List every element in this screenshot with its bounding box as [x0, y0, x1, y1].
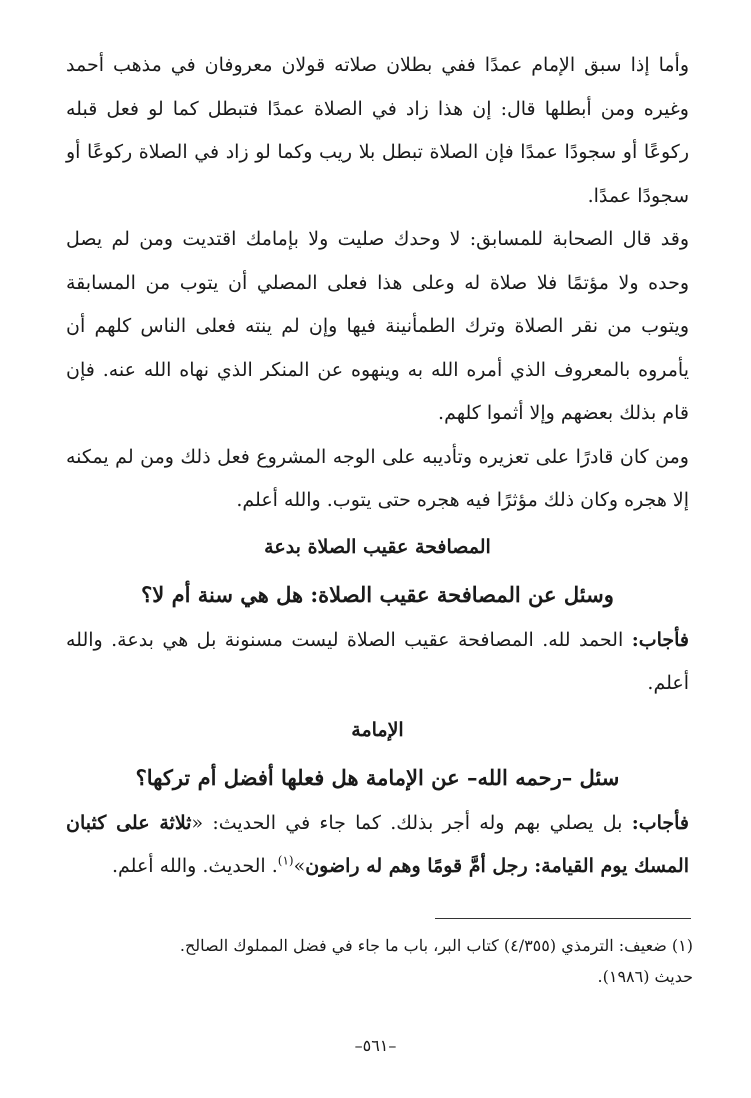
footnote-line-2: حديث (١٩٨٦).: [597, 967, 693, 986]
answer-imamate: [66, 802, 689, 889]
answer-label: فأجاب:: [631, 811, 690, 834]
page-number: –٥٦١–: [354, 1036, 397, 1055]
footnote-line-1: (١) ضعيف: الترمذي (٤/٣٥٥) كتاب البر، باب ما جاء في فضل المملوك الصالح.: [179, 936, 693, 955]
paragraph-2: وقد قال الصحابة للمسابق: لا وحدك صليت ولا بإمامك اقتديت ومن لم يصل وحده ولا مؤتمًا فلا صلاة له وعلى هذا فعلى المصلي أن يتوب من المسابقة ويتوب من نقر الصلاة وترك الطمأنينة فيها وإن لم ينته فعلى الناس كلهم أن يأمروه بالمعروف الذي أمره الله به وينهوه عن المنكر الذي نهاه الله عنه. فإن قام بذلك بعضهم وإلا أثموا كلهم.: [66, 228, 689, 424]
footnote-reference: (١): [277, 853, 294, 868]
section-heading-imamate: الإمامة: [351, 718, 404, 741]
answer-handshake: [66, 619, 689, 706]
question-imamate: سئل –رحمه الله– عن الإمامة هل فعلها أفضل أم تركها؟: [135, 764, 620, 790]
footnote: [66, 930, 693, 992]
paragraph-3: ومن كان قادرًا على تعزيره وتأديبه على الوجه المشروع فعل ذلك ومن لم يمكنه إلا هجره وكان ذلك مؤثرًا فيه هجره حتى يتوب. والله أعلم.: [66, 445, 689, 511]
answer-text: الحمد لله. المصافحة عقيب الصلاة ليست مسنونة بل هي بدعة. والله أعلم.: [66, 628, 689, 694]
hadith-text: ثلاثة على كثبان المسك يوم القيامة: رجل أمَّ قومًا وهم له راضون: [66, 811, 689, 877]
section-heading-handshake: المصافحة عقيب الصلاة بدعة: [264, 535, 491, 558]
hadith-close-quote: »: [293, 855, 306, 877]
question-handshake: وسئل عن المصافحة عقيب الصلاة: هل هي سنة أم لا؟: [141, 581, 614, 607]
footnote-divider: [435, 918, 691, 919]
answer-text-2: . الحديث. والله أعلم.: [112, 855, 278, 877]
answer-label: فأجاب:: [631, 628, 689, 651]
answer-text-1: بل يصلي بهم وله أجر بذلك. كما جاء في الحديث: «: [191, 811, 632, 834]
paragraph-1: وأما إذا سبق الإمام عمدًا ففي بطلان صلاته قولان معروفان في مذهب أحمد وغيره ومن أبطلها قال: إن هذا زاد في الصلاة عمدًا فتبطل كما لو فعل قبله ركوعًا أو سجودًا عمدًا فإن الصلاة تبطل بلا ريب وكما لو زاد في الصلاة ركوعًا أو سجودًا عمدًا.: [66, 54, 689, 207]
